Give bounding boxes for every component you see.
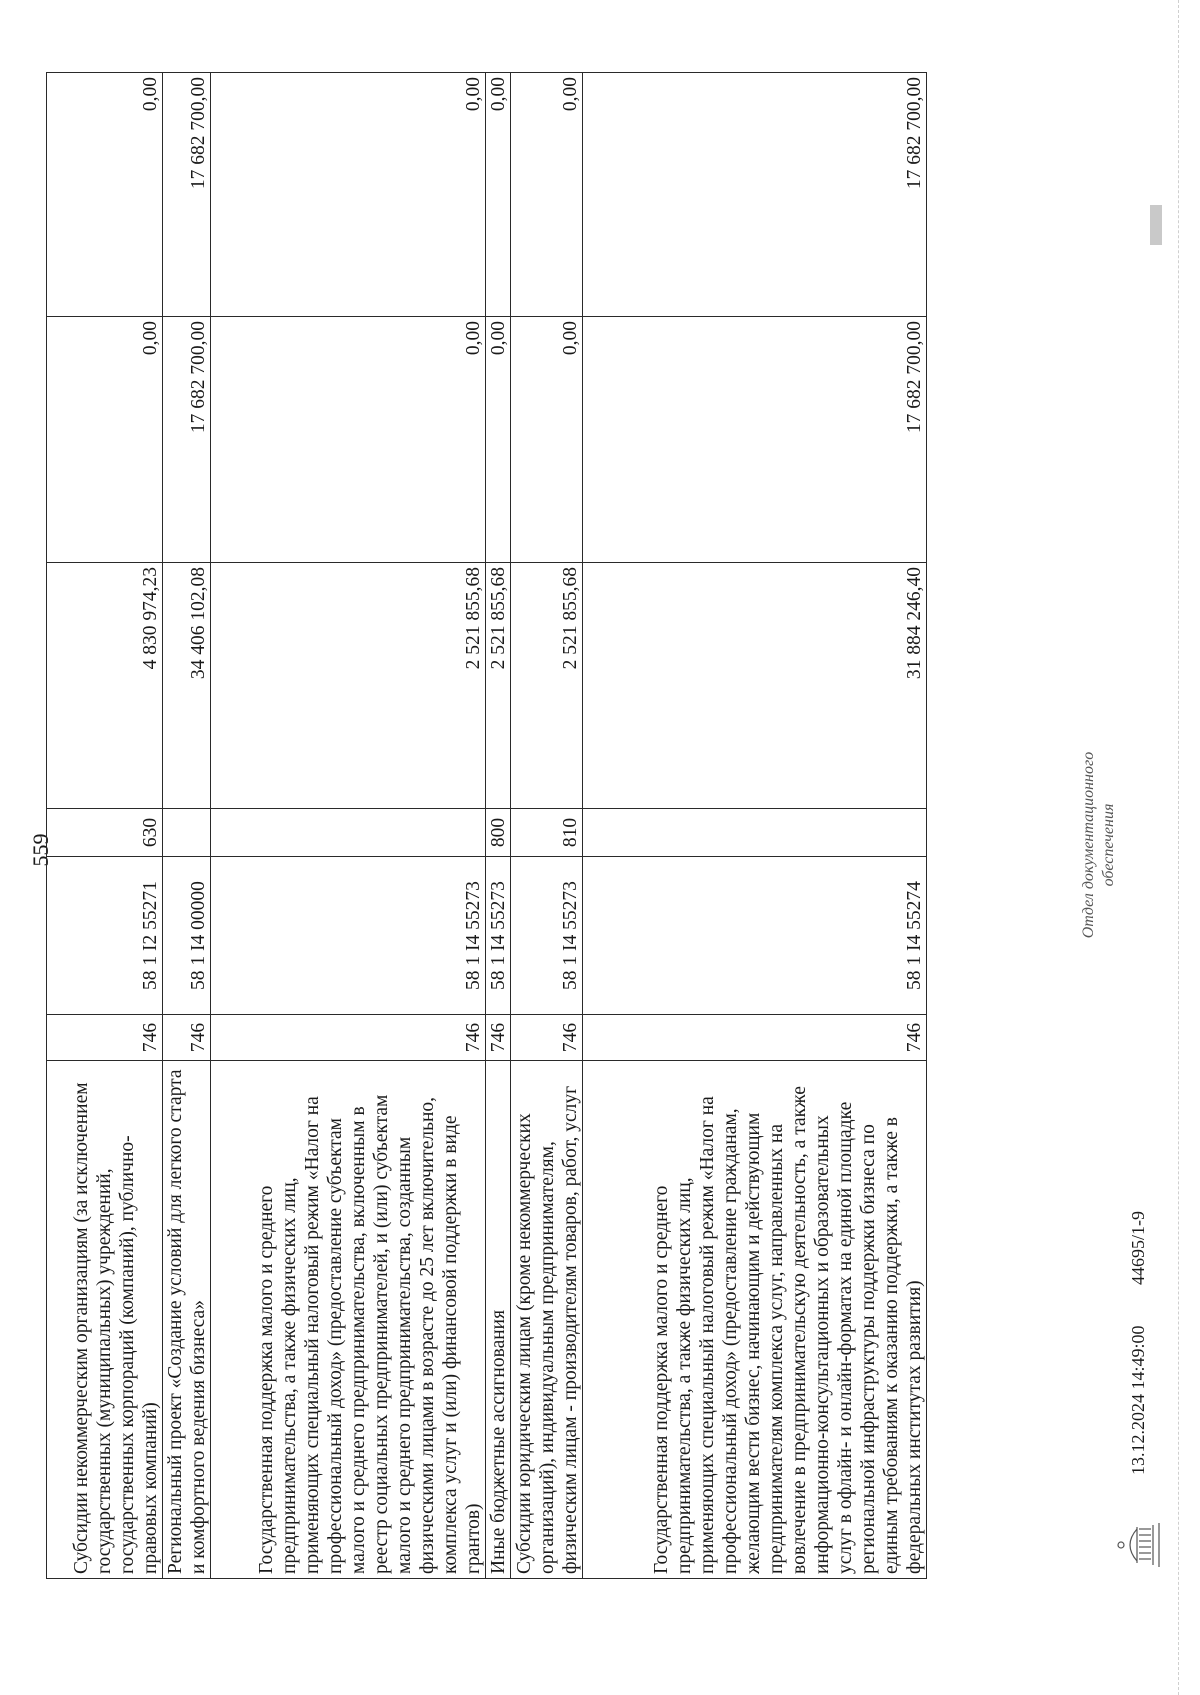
- row-type: 810: [511, 809, 583, 857]
- footer-document-code: 44695/1-9: [1128, 1211, 1148, 1285]
- row-value-1: 2 521 855,68: [511, 563, 583, 809]
- row-value-2: 0,00: [486, 317, 511, 563]
- row-ministry: 746: [583, 1015, 927, 1061]
- department-stamp-line: обеспечения: [1100, 803, 1117, 887]
- table-row: [163, 73, 211, 1579]
- row-type: 800: [486, 809, 511, 857]
- row-type: [583, 809, 927, 857]
- row-ministry: 746: [486, 1015, 511, 1061]
- table-row: [583, 73, 927, 1579]
- table-row: [486, 73, 511, 1579]
- row-name: Региональный проект «Создание условий для легкого старта и комфортного ведения бизнеса»: [163, 1061, 211, 1579]
- row-name: Государственная поддержка малого и среднего предпринимательства, а также физических лиц, применяющих специальный налоговый режим «Налог на профессиональный доход» (предоставление гражданам, желающим вести бизнес, начинающим и действующим предпринимателям комплекса услуг, направленных на вовлечение в предпринимательскую деятельность, а также информационно-консультационных и образовательных услуг в офлайн- и онлайн-форматах на единой площадке региональной инфраструктуры поддержки бизнеса по единым требованиям к оказанию поддержки, а также в федеральных институтах развития): [583, 1061, 927, 1579]
- table-row: [47, 73, 163, 1579]
- row-ministry: 746: [211, 1015, 486, 1061]
- row-type: 630: [47, 809, 163, 857]
- row-value-1: 2 521 855,68: [486, 563, 511, 809]
- row-name: Субсидии юридическим лицам (кроме некоммерческих организаций), индивидуальным предпринимателям, физическим лицам - производителям товаров, работ, услуг: [511, 1061, 583, 1579]
- row-value-3: 0,00: [511, 73, 583, 317]
- row-value-3: 17 682 700,00: [163, 73, 211, 317]
- row-target: 58 1 I2 55271: [47, 857, 163, 1015]
- row-target: 58 1 I4 00000: [163, 857, 211, 1015]
- department-stamp-line: Отдел документационного: [1080, 751, 1097, 939]
- scan-edge-line: [1178, 0, 1179, 1695]
- row-value-2: 17 682 700,00: [163, 317, 211, 563]
- duma-logo: [1115, 1515, 1165, 1575]
- budget-table: [46, 72, 927, 1579]
- row-ministry: 746: [47, 1015, 163, 1061]
- row-value-1: 2 521 855,68: [211, 563, 486, 809]
- row-type: [211, 809, 486, 857]
- table-row: [211, 73, 486, 1579]
- row-ministry: 746: [511, 1015, 583, 1061]
- row-name: Субсидии некоммерческим организациям (за исключением государственных (муниципальных) учреждений, государственных корпораций (компаний), публично-правовых компаний): [47, 1061, 163, 1579]
- row-target: 58 1 I4 55273: [511, 857, 583, 1015]
- page-number: 559: [28, 833, 53, 867]
- footer-date: 13.12.2024 14:49:00: [1128, 1325, 1148, 1475]
- row-value-1: 31 884 246,40: [583, 563, 927, 809]
- row-value-2: 17 682 700,00: [583, 317, 927, 563]
- scan-artifact: [1150, 205, 1162, 245]
- row-name: Иные бюджетные ассигнования: [486, 1061, 511, 1579]
- row-ministry: 746: [163, 1015, 211, 1061]
- row-value-1: 34 406 102,08: [163, 563, 211, 809]
- row-value-3: 0,00: [47, 73, 163, 317]
- row-value-2: 0,00: [511, 317, 583, 563]
- row-value-3: 17 682 700,00: [583, 73, 927, 317]
- row-name: Государственная поддержка малого и среднего предпринимательства, а также физических лиц, применяющих специальный налоговый режим «Налог на профессиональный доход» (предоставление субъектам малого и среднего предпринимательства, включенным в реестр социальных предпринимателей, и (или) субъектам малого и среднего предпринимательства, созданным физическими лицами в возрасте до 25 лет включительно, комплекса услуг и (или) финансовой поддержки в виде грантов): [211, 1061, 486, 1579]
- row-value-1: 4 830 974,23: [47, 563, 163, 809]
- table-row: [511, 73, 583, 1579]
- row-value-3: 0,00: [486, 73, 511, 317]
- row-value-3: 0,00: [211, 73, 486, 317]
- row-value-2: 0,00: [211, 317, 486, 563]
- row-target: 58 1 I4 55273: [211, 857, 486, 1015]
- row-type: [163, 809, 211, 857]
- row-target: 58 1 I4 55273: [486, 857, 511, 1015]
- row-target: 58 1 I4 55274: [583, 857, 927, 1015]
- row-value-2: 0,00: [47, 317, 163, 563]
